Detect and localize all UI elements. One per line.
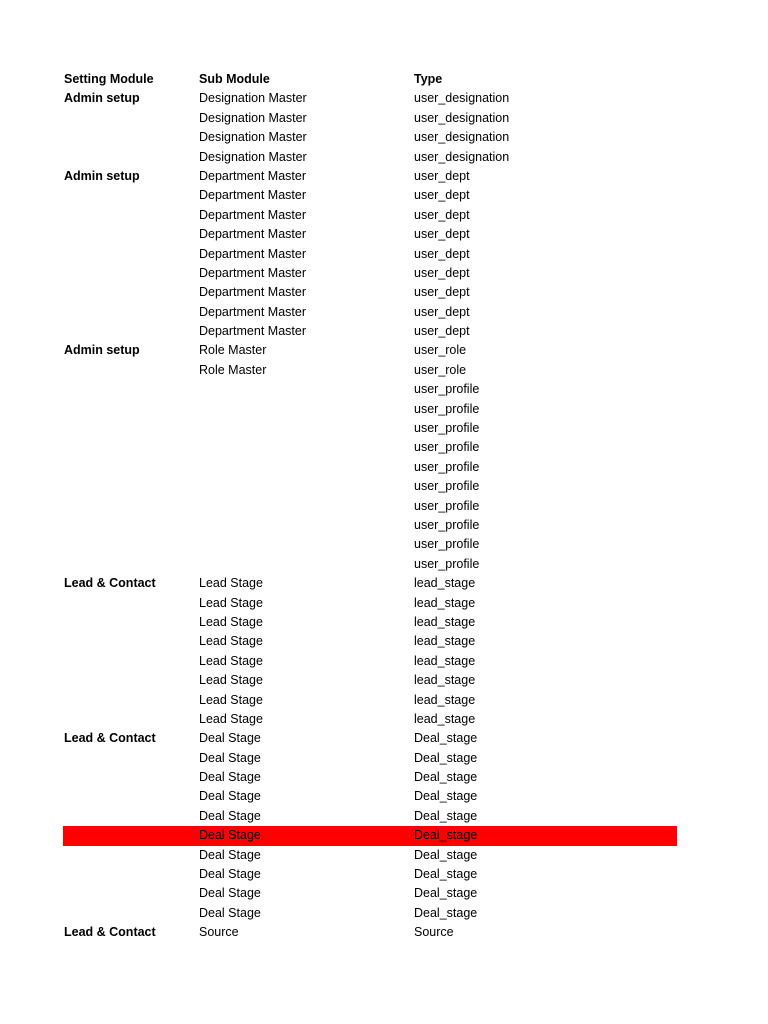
cell-setting-module: Lead & Contact [64, 576, 156, 591]
table-row [63, 400, 677, 419]
cell-sub-module: Deal Stage [199, 750, 261, 765]
cell-sub-module: Designation Master [199, 110, 307, 125]
cell-sub-module: Department Master [199, 188, 306, 203]
cell-type: user_profile [414, 537, 480, 552]
cell-type: Deal_stage [414, 828, 478, 843]
table-row [63, 710, 677, 729]
table-row [63, 186, 677, 205]
table-row [63, 264, 677, 283]
cell-type: user_dept [414, 246, 470, 261]
cell-sub-module: Deal Stage [199, 789, 261, 804]
table-row [63, 322, 677, 341]
cell-type: Deal_stage [414, 886, 478, 901]
table-row [63, 380, 677, 399]
table-body [63, 89, 677, 942]
header-row [63, 70, 677, 89]
cell-sub-module: Deal Stage [199, 828, 261, 843]
table-row [63, 128, 677, 147]
cell-sub-module: Deal Stage [199, 731, 261, 746]
cell-type: Deal_stage [414, 789, 478, 804]
table-row [63, 341, 677, 360]
table-row [63, 787, 677, 806]
spreadsheet-table [63, 70, 677, 943]
table-row [63, 632, 677, 651]
cell-sub-module: Lead Stage [199, 673, 263, 688]
table-row [63, 535, 677, 554]
cell-type: lead_stage [414, 653, 476, 668]
table-row [63, 167, 677, 186]
cell-type: user_role [414, 362, 467, 377]
cell-sub-module: Deal Stage [199, 867, 261, 882]
table-row [63, 671, 677, 690]
cell-type: Deal_stage [414, 770, 478, 785]
cell-setting-module: Lead & Contact [64, 731, 156, 746]
cell-type: Deal_stage [414, 731, 478, 746]
cell-type: user_designation [414, 149, 510, 164]
cell-type: user_dept [414, 188, 470, 203]
cell-sub-module: Lead Stage [199, 653, 263, 668]
cell-sub-module: Lead Stage [199, 576, 263, 591]
cell-sub-module: Department Master [199, 207, 306, 222]
table-row [63, 206, 677, 225]
cell-type: Deal_stage [414, 905, 478, 920]
cell-sub-module: Department Master [199, 246, 306, 261]
cell-type: user_profile [414, 440, 480, 455]
cell-type: user_designation [414, 110, 510, 125]
cell-type: user_dept [414, 285, 470, 300]
cell-sub-module: Designation Master [199, 149, 307, 164]
table-row [63, 884, 677, 903]
cell-type: user_dept [414, 324, 470, 339]
cell-sub-module: Source [199, 925, 239, 940]
cell-sub-module: Lead Stage [199, 634, 263, 649]
table-row [63, 574, 677, 593]
cell-type: user_role [414, 343, 467, 358]
cell-sub-module: Department Master [199, 285, 306, 300]
cell-type: user_profile [414, 479, 480, 494]
cell-type: user_profile [414, 459, 480, 474]
cell-type: lead_stage [414, 673, 476, 688]
table-row [63, 89, 677, 108]
cell-sub-module: Deal Stage [199, 905, 261, 920]
table-row [63, 419, 677, 438]
cell-sub-module: Designation Master [199, 130, 307, 145]
cell-type: user_designation [414, 130, 510, 145]
cell-sub-module: Department Master [199, 304, 306, 319]
cell-type: user_profile [414, 556, 480, 571]
table-row [63, 477, 677, 496]
table-row [63, 768, 677, 787]
table-row [63, 109, 677, 128]
cell-type: lead_stage [414, 595, 476, 610]
table-row [63, 613, 677, 632]
cell-type: user_dept [414, 168, 470, 183]
table-row [63, 516, 677, 535]
cell-sub-module: Lead Stage [199, 595, 263, 610]
cell-type: user_dept [414, 265, 470, 280]
cell-type: user_dept [414, 227, 470, 242]
cell-setting-module: Admin setup [64, 343, 140, 358]
cell-sub-module: Department Master [199, 227, 306, 242]
table-row-highlighted [63, 826, 677, 845]
cell-sub-module: Deal Stage [199, 886, 261, 901]
table-row [63, 865, 677, 884]
table-row [63, 361, 677, 380]
cell-sub-module: Deal Stage [199, 808, 261, 823]
cell-sub-module: Role Master [199, 362, 267, 377]
table-row [63, 904, 677, 923]
table-row [63, 225, 677, 244]
table-row [63, 148, 677, 167]
cell-setting-module: Admin setup [64, 168, 140, 183]
table-row [63, 283, 677, 302]
table-row [63, 846, 677, 865]
cell-type: user_designation [414, 91, 510, 106]
cell-sub-module: Deal Stage [199, 847, 261, 862]
table-row [63, 458, 677, 477]
cell-sub-module: Designation Master [199, 91, 307, 106]
cell-sub-module: Department Master [199, 265, 306, 280]
cell-type: user_profile [414, 421, 480, 436]
header-type: Type [414, 72, 443, 86]
cell-type: Deal_stage [414, 808, 478, 823]
cell-sub-module: Deal Stage [199, 770, 261, 785]
cell-sub-module: Lead Stage [199, 692, 263, 707]
table-row [63, 729, 677, 748]
cell-type: Source [414, 925, 454, 940]
table-row [63, 438, 677, 457]
cell-type: lead_stage [414, 614, 476, 629]
table-row [63, 555, 677, 574]
table-row [63, 594, 677, 613]
cell-sub-module: Role Master [199, 343, 267, 358]
table-row [63, 807, 677, 826]
cell-type: lead_stage [414, 576, 476, 591]
table-row [63, 303, 677, 322]
cell-sub-module: Lead Stage [199, 711, 263, 726]
cell-setting-module: Admin setup [64, 91, 140, 106]
cell-type: Deal_stage [414, 847, 478, 862]
cell-sub-module: Department Master [199, 324, 306, 339]
table-row [63, 749, 677, 768]
header-setting-module: Setting Module [64, 72, 154, 86]
cell-type: user_profile [414, 382, 480, 397]
cell-sub-module: Lead Stage [199, 614, 263, 629]
cell-type: lead_stage [414, 634, 476, 649]
cell-type: Deal_stage [414, 750, 478, 765]
header-sub-module: Sub Module [199, 72, 270, 86]
cell-sub-module: Department Master [199, 168, 306, 183]
cell-type: user_profile [414, 517, 480, 532]
cell-setting-module: Lead & Contact [64, 925, 156, 940]
table-row [63, 923, 677, 942]
table-row [63, 652, 677, 671]
cell-type: user_profile [414, 401, 480, 416]
cell-type: Deal_stage [414, 867, 478, 882]
table-row [63, 497, 677, 516]
cell-type: user_dept [414, 304, 470, 319]
table-row [63, 691, 677, 710]
cell-type: user_dept [414, 207, 470, 222]
cell-type: lead_stage [414, 692, 476, 707]
cell-type: user_profile [414, 498, 480, 513]
table-row [63, 245, 677, 264]
cell-type: lead_stage [414, 711, 476, 726]
